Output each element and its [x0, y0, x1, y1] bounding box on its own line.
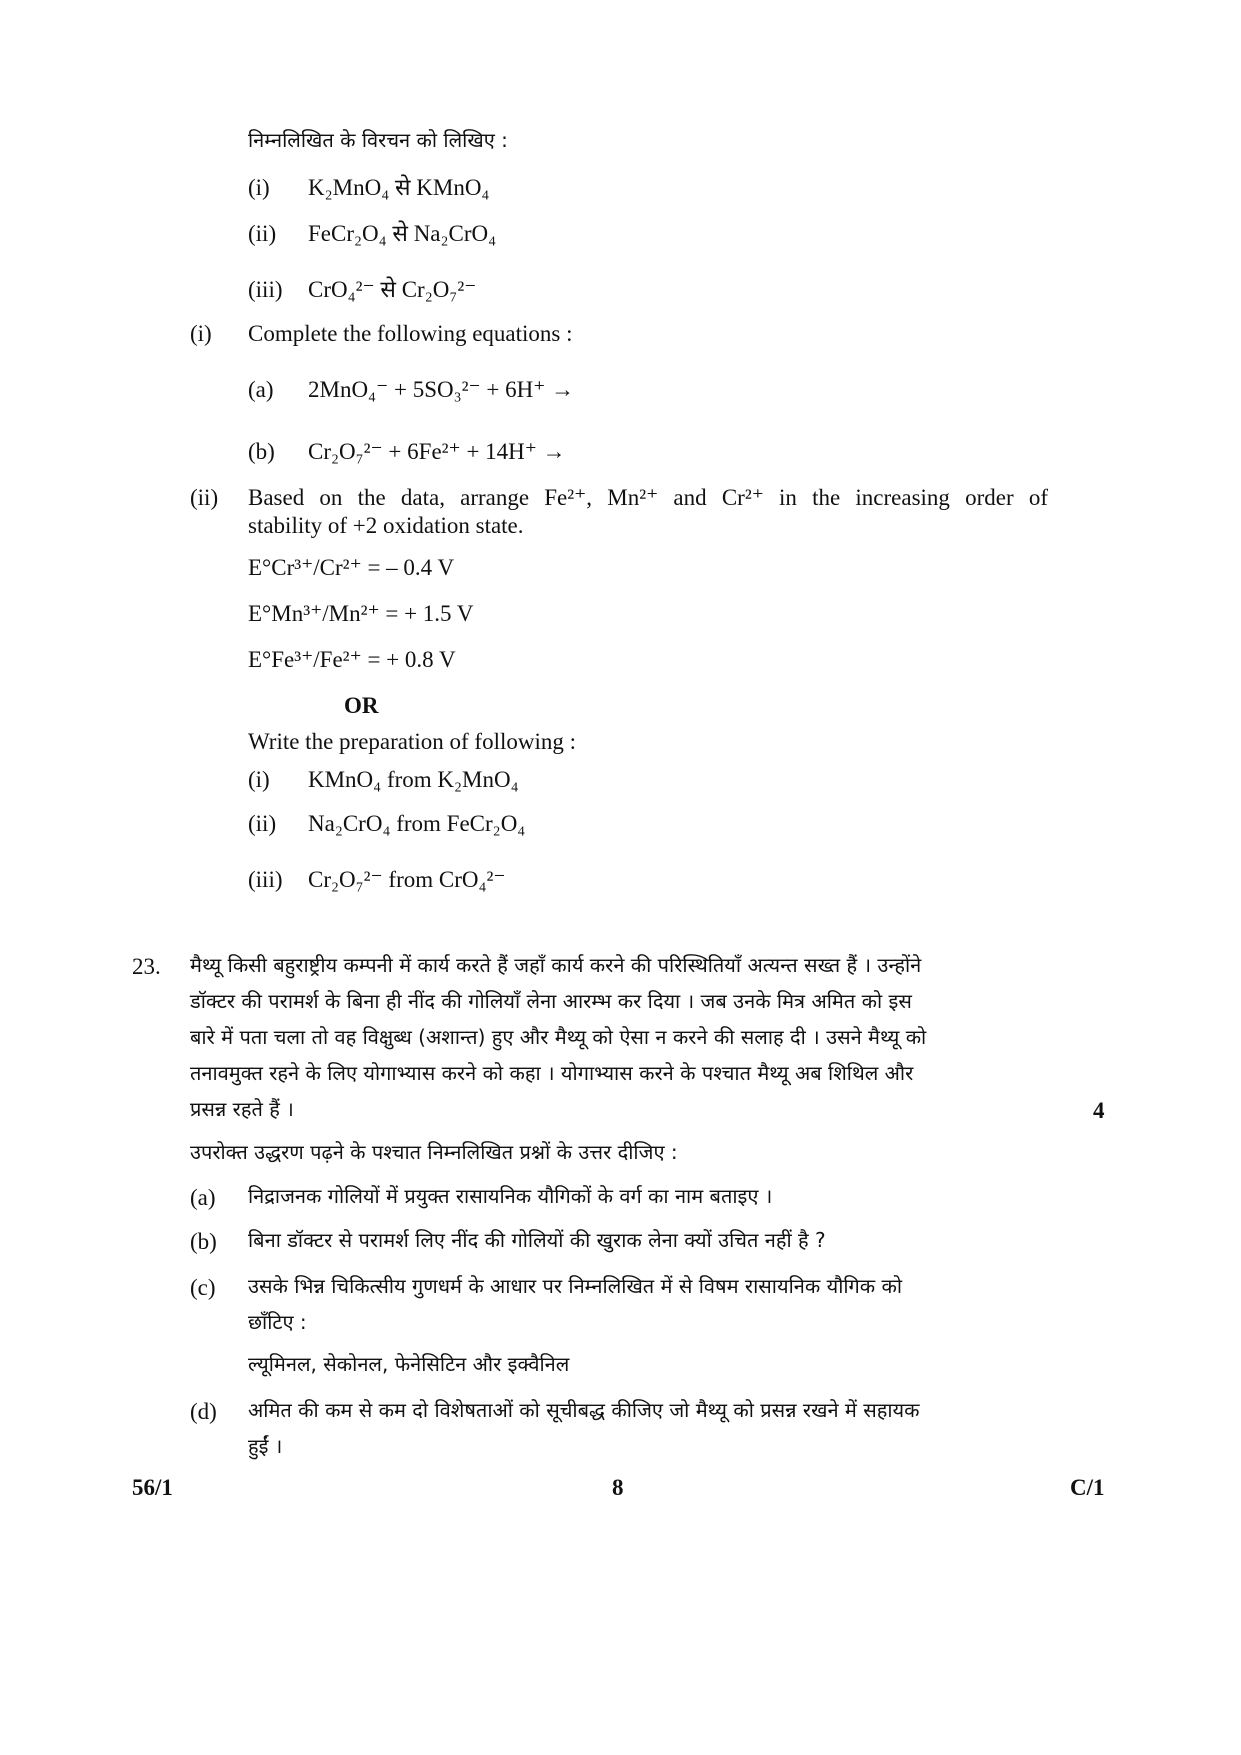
- subquestion-label: (b): [190, 1229, 217, 1254]
- page-number: 8: [612, 1475, 624, 1500]
- part-i-text: Complete the following equations :: [248, 321, 573, 346]
- subquestion-text: छाँटिए :: [248, 1310, 307, 1334]
- hindi-section-heading: निम्नलिखित के विरचन को लिखिए :: [248, 128, 508, 152]
- electrode-potential: E°Cr³⁺/Cr²⁺ = – 0.4 V: [248, 555, 455, 580]
- hindi-item-text: K₂MnO₄ से KMnO₄: [308, 175, 490, 200]
- subquestion-label: (c): [190, 1275, 216, 1300]
- electrode-potential: E°Fe³⁺/Fe²⁺ = + 0.8 V: [248, 647, 456, 672]
- english-item-num: (i): [248, 767, 270, 792]
- electrode-potential: E°Mn³⁺/Mn²⁺ = + 1.5 V: [248, 601, 474, 626]
- english-item-text: Na₂CrO₄ from FeCr₂O₄: [308, 811, 526, 836]
- or-label: OR: [344, 693, 379, 718]
- part-ii-line2: stability of +2 oxidation state.: [248, 513, 524, 538]
- footer-code: 56/1: [132, 1475, 173, 1500]
- q23-para-line: बारे में पता चला तो वह विक्षुब्ध (अशान्त) हुए और मैथ्यू को ऐसा न करने की सलाह दी । उसने मैथ्यू को: [190, 1025, 927, 1049]
- q23-para-line: प्रसन्न रहते हैं ।: [190, 1097, 294, 1121]
- marks: 4: [1093, 1098, 1105, 1123]
- english-item-num: (iii): [248, 867, 283, 892]
- hindi-item-num: (ii): [248, 221, 277, 246]
- hindi-item-num: (i): [248, 175, 270, 200]
- hindi-item-text: CrO₄²⁻ से Cr₂O₇²⁻: [308, 277, 477, 302]
- hindi-item-text: FeCr₂O₄ से Na₂CrO₄: [308, 221, 497, 246]
- equation-label: (b): [248, 439, 275, 464]
- subquestion-text: निद्राजनक गोलियों में प्रयुक्त रासायनिक यौगिकों के वर्ग का नाम बताइए ।: [248, 1184, 773, 1208]
- part-ii-number: (ii): [190, 485, 219, 510]
- subquestion-text: बिना डॉक्टर से परामर्श लिए नींद की गोलियों की खुराक लेना क्यों उचित नहीं है ?: [248, 1228, 826, 1252]
- english-item-text: KMnO₄ from K₂MnO₄: [308, 767, 519, 792]
- subquestion-text: हुईं ।: [248, 1434, 283, 1458]
- subquestion-text: अमित की कम से कम दो विशेषताओं को सूचीबद्ध कीजिए जो मैथ्यू को प्रसन्न रखने में सहायक: [248, 1398, 920, 1422]
- equation-text: Cr₂O₇²⁻ + 6Fe²⁺ + 14H⁺ →: [308, 439, 566, 464]
- english-item-num: (ii): [248, 811, 277, 836]
- compound-list: ल्यूमिनल, सेकोनल, फेनेसिटिन और इक्वैनिल: [248, 1352, 570, 1376]
- part-i-number: (i): [190, 321, 212, 346]
- question-number: 23.: [132, 954, 161, 979]
- subquestion-label: (a): [190, 1185, 216, 1210]
- hindi-item-num: (iii): [248, 277, 283, 302]
- q23-para-line: तनावमुक्त रहने के लिए योगाभ्यास करने को कहा । योगाभ्यास करने के पश्चात मैथ्यू अब शिथिल और: [190, 1061, 914, 1085]
- subquestion-text: उसके भिन्न चिकित्सीय गुणधर्म के आधार पर निम्नलिखित में से विषम रासायनिक यौगिक को: [248, 1274, 903, 1298]
- english-item-text: Cr₂O₇²⁻ from CrO₄²⁻: [308, 867, 506, 892]
- part-ii-line1: Based on the data, arrange Fe²⁺, Mn²⁺ and Cr²⁺ in the increasing order of: [248, 485, 1048, 510]
- equation-text: 2MnO₄⁻ + 5SO₃²⁻ + 6H⁺ →: [308, 377, 575, 402]
- equation-label: (a): [248, 377, 274, 402]
- english-section-heading: Write the preparation of following :: [248, 729, 576, 754]
- footer-set: C/1: [1070, 1475, 1105, 1500]
- subquestion-label: (d): [190, 1399, 217, 1424]
- q23-para-line: डॉक्टर की परामर्श के बिना ही नींद की गोलियाँ लेना आरम्भ कर दिया । जब उनके मित्र अमित को इस: [190, 989, 912, 1013]
- q23-instruction: उपरोक्त उद्धरण पढ़ने के पश्चात निम्नलिखित प्रश्नों के उत्तर दीजिए :: [190, 1140, 678, 1164]
- q23-para-line: मैथ्यू किसी बहुराष्ट्रीय कम्पनी में कार्य करते हैं जहाँ कार्य करने की परिस्थितियाँ अत्यन्त सख्त हैं । उन्होंने: [190, 953, 922, 977]
